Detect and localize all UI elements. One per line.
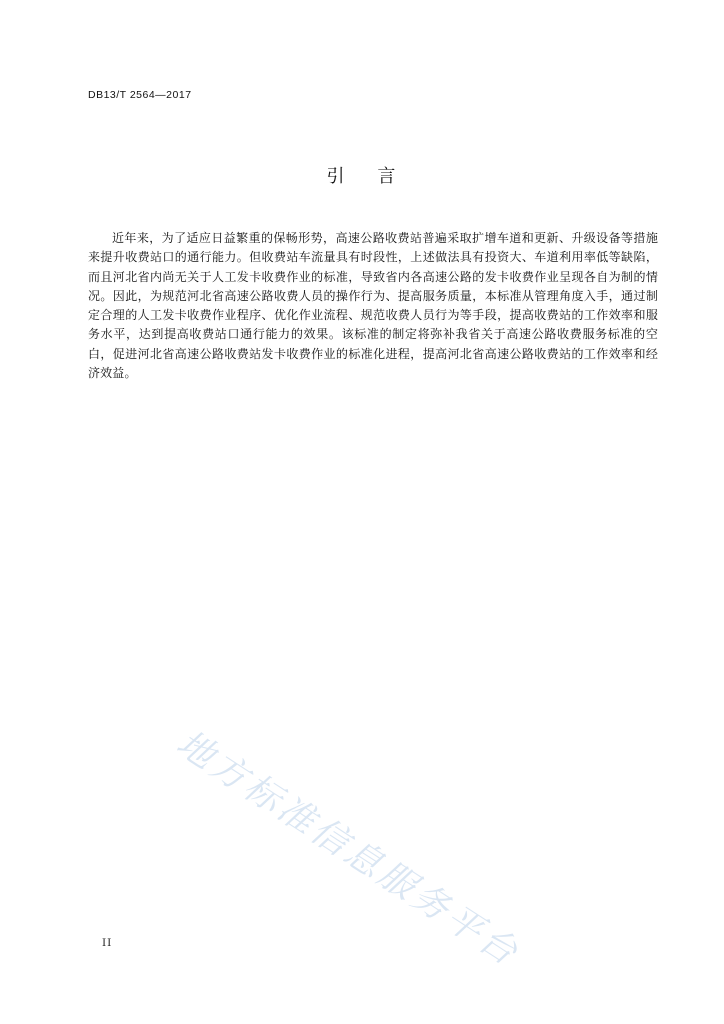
document-code: DB13/T 2564—2017 [88,89,192,101]
section-title: 引 言 [326,166,398,187]
introduction-paragraph: 近年来，为了适应日益繁重的保畅形势，高速公路收费站普遍采取扩增车道和更新、升级设备等措施来提升收费站口的通行能力。但收费站车流量具有时段性，上述做法具有投资大、车道利用率低等缺陷，而且河北省内尚无关于人工发卡收费作业的标准，导致省内各高速公路的发卡收费作业呈现各自为制的情况。因此，为规范河北省高速公路收费人员的操作行为、提高服务质量，本标准从管理角度入手，通过制定合理的人工发卡收费作业程序、优化作业流程、规范收费人员行为等手段，提高收费站的工作效率和服务水平，达到提高收费站口通行能力的效果。该标准的制定将弥补我省关于高速公路收费服务标准的空白，促进河北省高速公路收费站发卡收费作业的标准化进程，提高河北省高速公路收费站的工作效率和经济效益。 [88,231,658,381]
watermark: 地方标准信息服务平台 [169,722,528,976]
page-number: II [102,937,113,949]
